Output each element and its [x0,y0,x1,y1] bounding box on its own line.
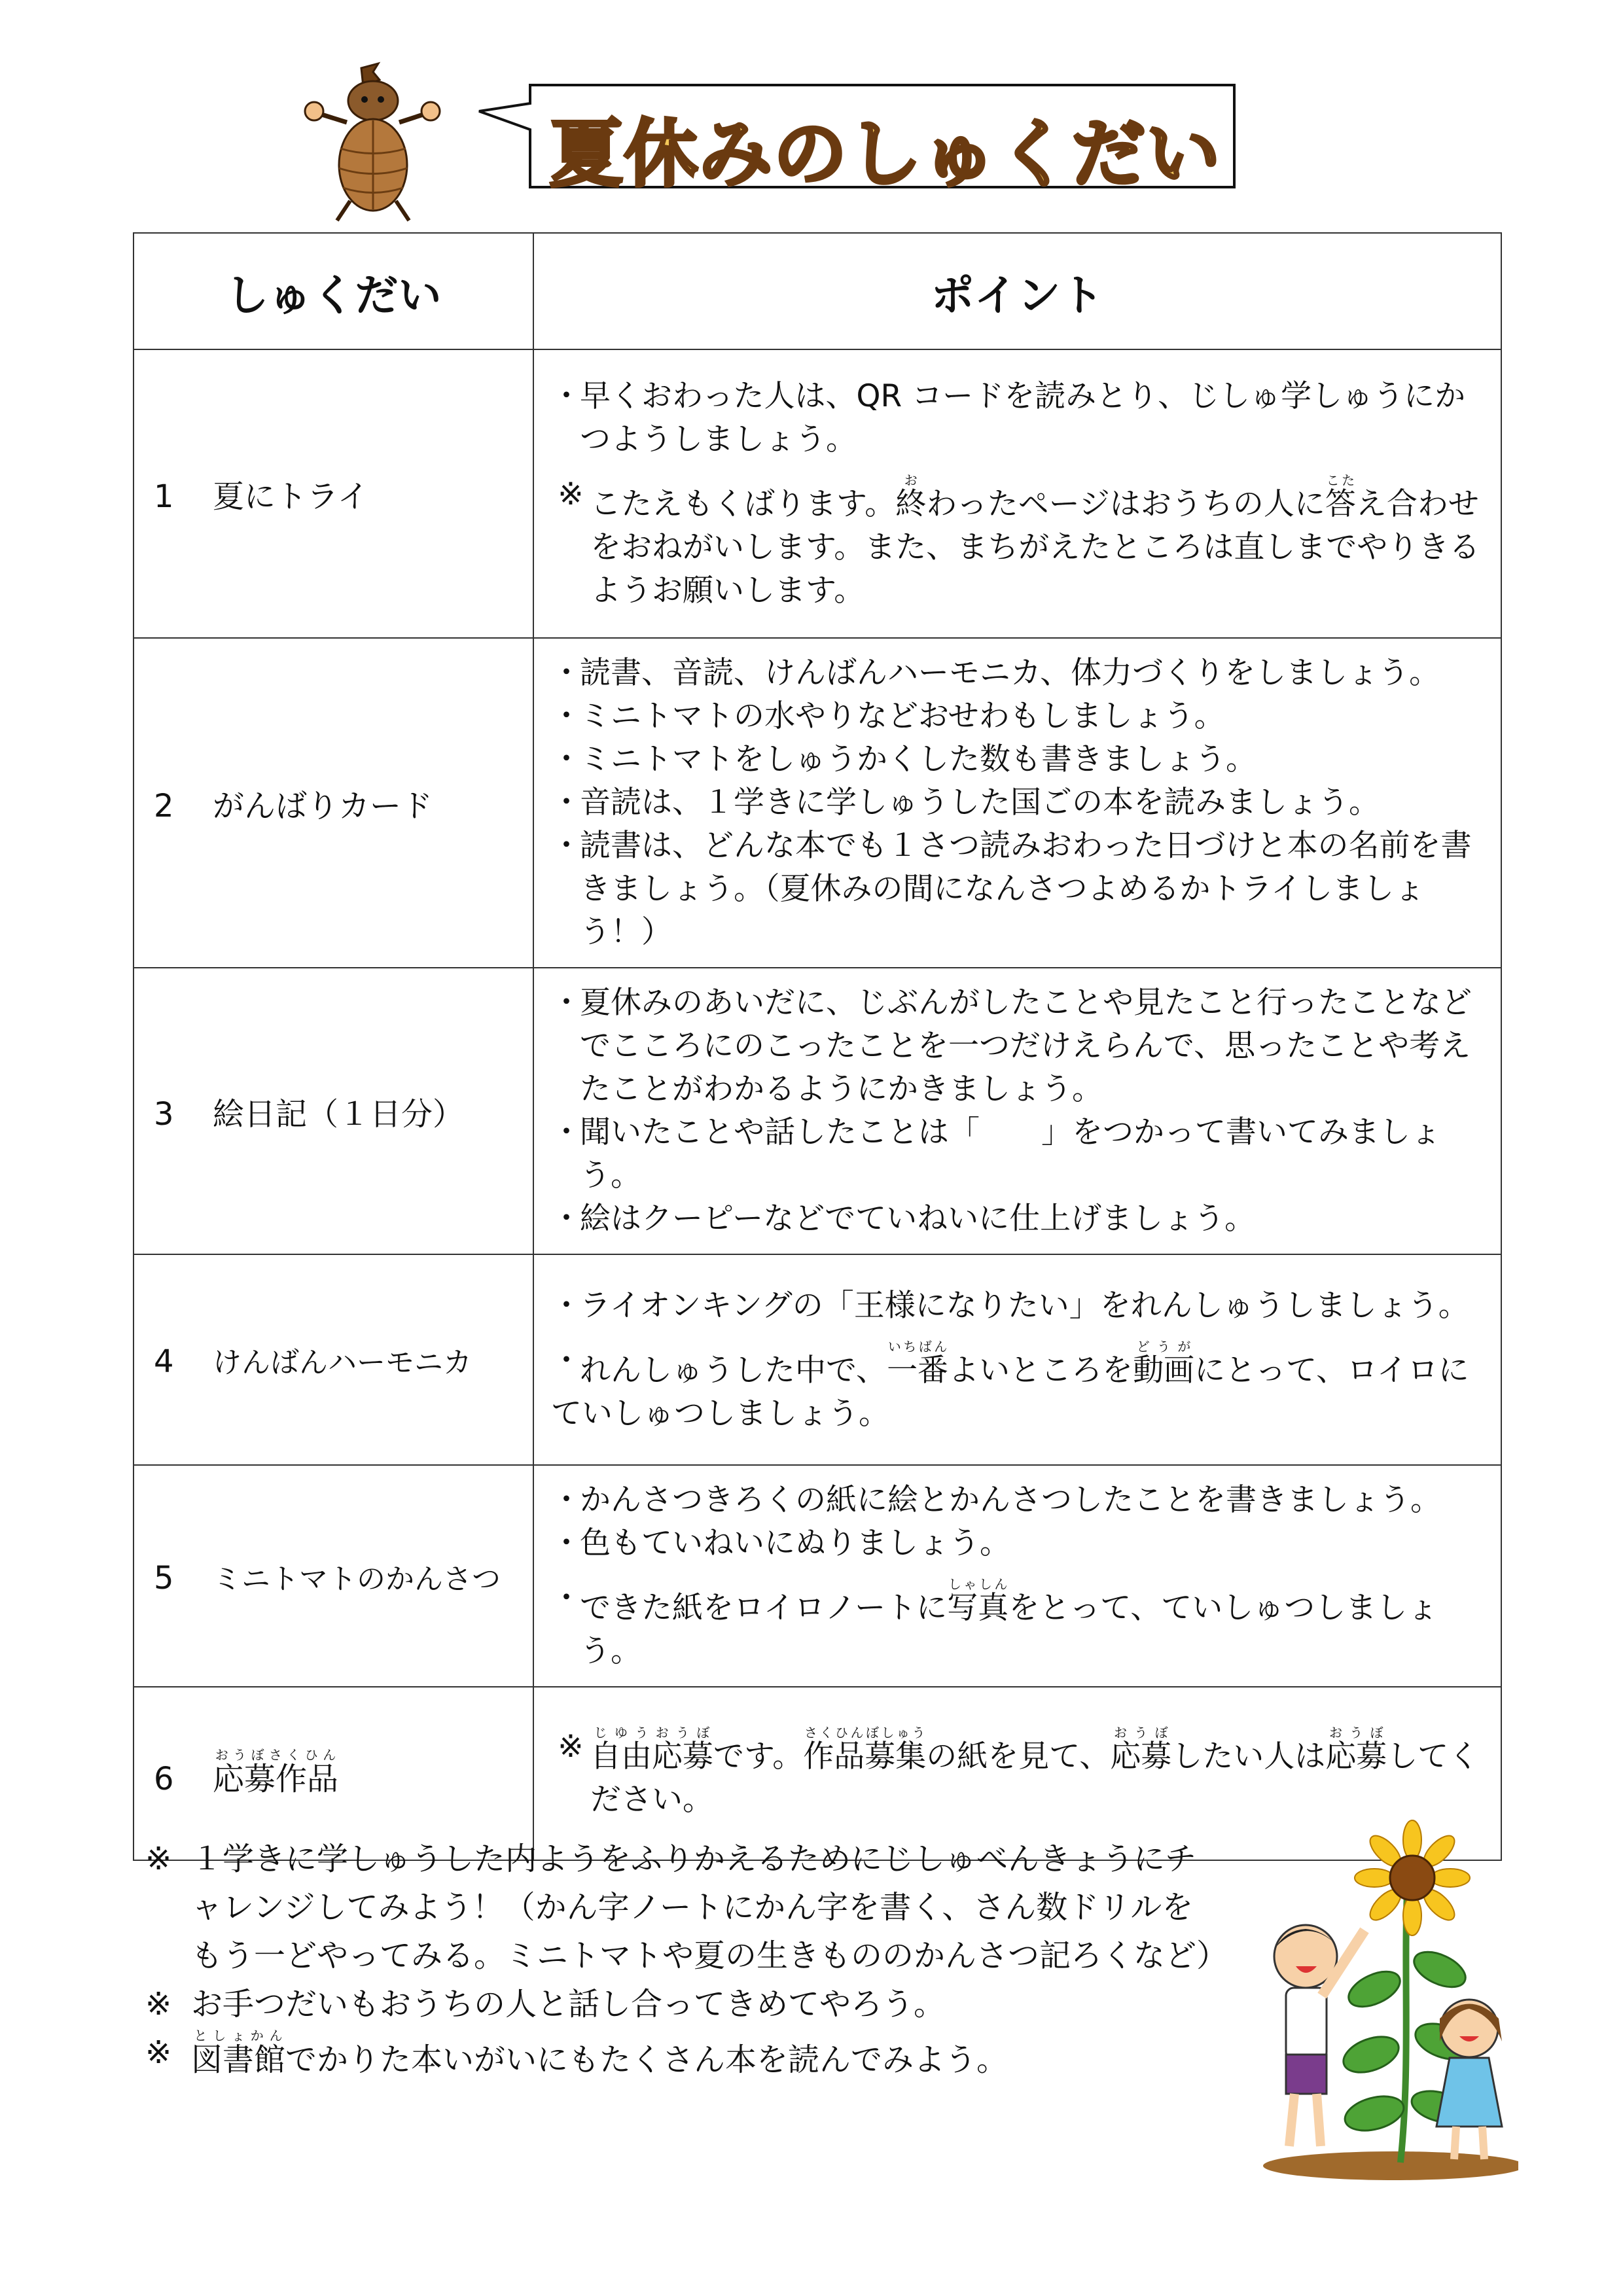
task-number: 3 [154,1095,174,1133]
asterisk-mark: ※ [558,476,584,512]
task-name: 絵日記（１日分） [213,1095,465,1133]
bullet-mark: ・ [551,1201,582,1237]
point-item [551,1197,1489,1241]
bullet-mark: ・ [551,1482,582,1518]
asterisk-mark: ※ [145,1986,172,2022]
bullet-mark: ・ [551,1114,582,1150]
homework-table [133,232,1502,1861]
bullet-mark: ・ [551,698,582,734]
point-item [551,781,1489,824]
points-cell [533,1254,1501,1465]
point-text: 絵はクーピーなどでていねいに仕上げましょう。 [580,1201,1256,1237]
bullet-mark: ・ [551,741,582,777]
column-header-points: ポイント [533,233,1501,349]
asterisk-mark: ※ [145,2034,172,2071]
table-row [134,968,1501,1254]
point-item [551,695,1489,738]
point-item [551,1284,1489,1328]
note-item [145,1835,1228,1980]
note-text: １学きに学しゅうした内ようをふりかえるためにじしゅべんきょうにチャレンジしてみよう！（かん字ノートにかん字を書く、さん数ドリルをもう一どやってみる。ミニトマトや夏の生きもののかんさつ記ろくなど） [191,1841,1228,1974]
point-text: の紙を見て、 [926,1739,1111,1775]
point-text: ミニトマトをしゅうかくした数も書きましょう。 [580,741,1257,777]
point-text: ライオンキングの「王様になりたい」をれんしゅうしましょう。 [580,1287,1469,1324]
task-number: 1 [154,478,174,515]
table-row [134,638,1501,968]
furigana-word: 応募おうぼ [1110,1725,1172,1775]
table-row [134,1465,1501,1687]
point-text: 音読は、１学きに学しゅうした国ごの本を読みましょう。 [580,785,1380,821]
bullet-mark: ・ [551,985,582,1021]
points-cell [533,968,1501,1254]
task-number: 6 [154,1761,174,1797]
point-item [551,652,1489,695]
furigana-word: 写真しゃしん [947,1576,1009,1626]
furigana-word: 終お [895,472,927,522]
furigana-word: 一番いちばん [887,1338,949,1388]
notes-section [145,1835,1228,2084]
task-name: がんばりカード [213,787,433,824]
point-text: れんしゅうした中で、 [580,1352,887,1388]
task-number: 2 [154,787,174,824]
point-text: こたえもくばります。 [590,486,896,522]
bullet-mark: ・ [551,785,582,821]
point-item [551,738,1489,781]
furigana-word: 作品募集さくひんぼしゅう [803,1725,927,1775]
table-row [134,349,1501,638]
note-item [145,2028,1219,2084]
point-text: 読書、音読、けんばんハーモニカ、体力づくりをしましょう。 [580,655,1440,691]
children-sunflower-illustration [1243,1819,1518,2185]
point-text-continuation: ていしゅつしましょう。 [551,1395,889,1432]
title-speech-bubble [478,84,1237,197]
point-item [551,1111,1489,1197]
point-text: をとって、ていしゅつしましょう。 [580,1590,1438,1669]
note-text: でかりた本いがいにもたくさん本を読んでみよう。 [285,2041,1008,2078]
asterisk-mark: ※ [145,1841,172,1877]
points-cell [533,1465,1501,1687]
page-title: 夏休みのしゅくだい [550,112,1221,197]
point-text: かんさつきろくの紙に絵とかんさつしたことを書きましょう。 [580,1482,1441,1518]
points-cell [533,638,1501,968]
task-cell [134,349,533,638]
points-cell [533,349,1501,638]
task-name: 夏にトライ [213,478,369,515]
furigana-word: 応募おうぼ [1325,1725,1387,1775]
point-item [551,1725,1489,1822]
bullet-mark: ・ [551,1342,582,1379]
point-item [551,1339,1489,1392]
bullet-mark: ・ [551,1525,582,1561]
point-text: 聞いたことや話したことは「 」をつかって書いてみましょう。 [580,1114,1441,1193]
bullet-mark: ・ [551,655,582,691]
task-number: 5 [154,1559,174,1597]
task-name: 応募作品おうぼさくひん [213,1747,339,1797]
point-text: してください。 [590,1739,1480,1818]
table-row [134,1254,1501,1465]
furigana-word: 自由応募じゆうおうぼ [590,1725,713,1775]
point-text: 色もていねいにぬりましょう。 [580,1525,1010,1561]
point-text: です。 [713,1739,804,1775]
point-text: にとって、ロイロに [1194,1352,1469,1388]
task-number: 4 [154,1343,174,1380]
task-cell [134,638,533,968]
column-header-homework: しゅくだい [134,233,533,349]
point-text: 夏休みのあいだに、じぶんがしたことや見たこと行ったことなどでこころにのこったことを一つだけえらんで、思ったことや考えたことがわかるようにかきましょう。 [580,985,1472,1107]
task-cell [134,1254,533,1465]
point-item [551,824,1489,954]
point-text: え合わせをおねがいします。また、まちがえたところは直しまでやりきるようお願いします。 [590,486,1480,609]
point-item [551,1577,1489,1673]
table-header-row [134,233,1501,349]
point-item [551,375,1489,461]
bullet-mark: ・ [551,378,582,414]
point-text: したい人は [1171,1739,1326,1775]
task-name: ミニトマトのかんさつ [213,1562,501,1596]
note-item [145,1980,1219,2028]
point-item [551,1479,1489,1522]
bullet-mark: ・ [551,828,582,864]
point-text: できた紙をロイロノートに [580,1590,948,1626]
bullet-mark: ・ [551,1580,582,1616]
point-text: わったページはおうちの人に [926,486,1325,522]
beetle-character-illustration [301,60,445,224]
point-text: 読書は、どんな本でも１さつ読みおわった日づけと本の名前を書きましょう。（夏休みの間になんさつよめるかトライしましょう！） [580,828,1472,950]
note-text: お手つだいもおうちの人と話し合ってきめてやろう。 [191,1986,946,2022]
point-text: 早くおわった人は、QR コードを読みとり、じしゅ学しゅうにかつようしましょう。 [580,378,1466,457]
bullet-mark: ・ [551,1287,582,1324]
point-text: ミニトマトの水やりなどおせわもしましょう。 [580,698,1225,734]
task-cell [134,1465,533,1687]
furigana-word: 動画どうが [1133,1338,1195,1388]
furigana-word: 図書館としょかん [191,2028,286,2078]
point-item [551,1522,1489,1565]
asterisk-mark: ※ [558,1729,584,1765]
task-cell [134,968,533,1254]
furigana-word: 答こた [1325,472,1356,522]
point-text: よいところを [948,1352,1133,1388]
task-name: けんばんハーモニカ [213,1346,472,1379]
point-item [551,473,1489,612]
point-item [551,981,1489,1111]
